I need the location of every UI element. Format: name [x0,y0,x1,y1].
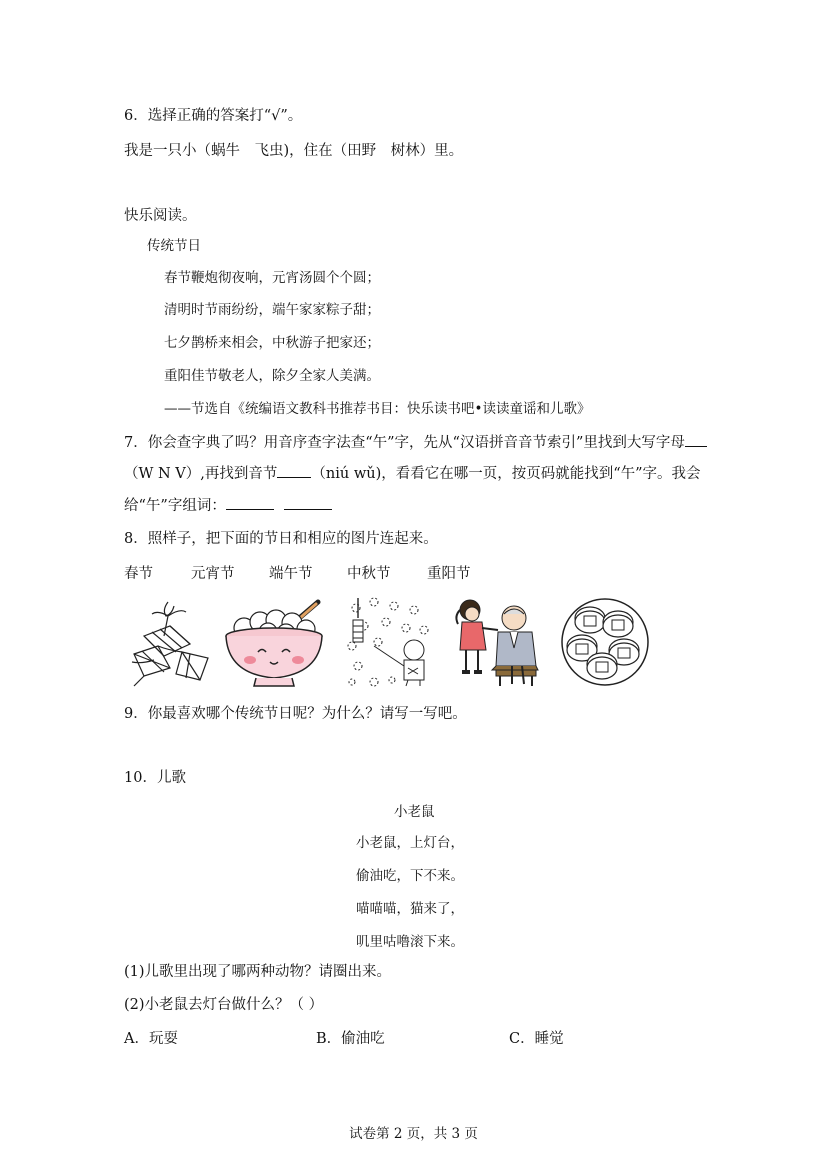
q10-line-1: 小老鼠，上灯台， [356,835,464,851]
q10-sub1: (1)儿歌里出现了哪两种动物？请圈出来。 [124,964,392,980]
reading-heading: 快乐阅读。 [124,208,197,224]
mooncake-icon[interactable] [560,596,650,688]
q6-title: 6．选择正确的答案打“√”。 [124,108,303,124]
zongzi-icon[interactable] [124,596,212,688]
q10-line-4: 叽里咕噜滚下来。 [356,934,464,950]
q10-line-2: 偷油吃，下不来。 [356,868,464,884]
festival-spring[interactable]: 春节 [124,566,153,582]
q7-part3: 给“午”字组词： [124,498,226,514]
q6-sentence: 我是一只小（蜗牛 飞虫)，住在（田野 树林）里。 [124,143,464,159]
q7-line-2 [124,463,701,484]
q7-blank-word-2[interactable] [284,495,332,510]
q8-title: 8．照样子，把下面的节日和相应的图片连起来。 [124,531,438,547]
reading-poem-title: 传统节日 [147,238,201,254]
q10-poem-title: 小老鼠 [394,804,435,820]
festival-double-ninth[interactable]: 重阳节 [427,566,471,582]
q7-blank-syllable[interactable] [277,463,311,478]
festival-dragon-boat[interactable]: 端午节 [269,566,313,582]
q9-title: 9．你最喜欢哪个传统节日呢？为什么？请写一写吧。 [124,706,467,722]
elderly-care-icon[interactable] [452,596,544,688]
q7-part2b: （niú wǔ)，看看它在哪一页，按页码就能找到“午”字。我会 [311,466,701,482]
reading-line-1: 春节鞭炮彻夜响，元宵汤圆个个圆； [164,270,380,286]
q10-title: 10．儿歌 [124,770,186,786]
reading-line-3: 七夕鹊桥来相会，中秋游子把家还； [164,335,380,351]
reading-source: ——节选自《统编语文教科书推荐书目：快乐读书吧•读读童谣和儿歌》 [164,401,591,417]
q7-part1: 7．你会查字典了吗？用音序查字法查“午”字，先从“汉语拼音音节索引”里找到大写字母 [124,435,685,451]
q7-line-3 [124,495,332,516]
q10-sub2: (2)小老鼠去灯台做什么？（ ） [124,997,324,1013]
reading-line-2: 清明时节雨纷纷，端午家家粽子甜； [164,302,380,318]
reading-line-4: 重阳佳节敬老人，除夕全家人美满。 [164,368,380,384]
q10-option-b[interactable]: B．偷油吃 [316,1031,385,1047]
q7-line-1 [124,432,707,453]
q10-option-c[interactable]: C．睡觉 [509,1031,564,1047]
tangyuan-bowl-icon[interactable] [222,596,326,690]
festival-mid-autumn[interactable]: 中秋节 [347,566,391,582]
q10-option-a[interactable]: A．玩耍 [124,1031,178,1047]
festival-lantern[interactable]: 元宵节 [191,566,235,582]
page-footer: 试卷第 2 页，共 3 页 [349,1126,478,1142]
q7-part2a: （W N V）,再找到音节 [124,466,278,482]
q10-line-3: 喵喵喵，猫来了， [356,901,464,917]
q7-blank-word-1[interactable] [226,495,274,510]
firecracker-icon[interactable] [344,596,434,690]
q7-blank-letter[interactable] [685,432,707,447]
